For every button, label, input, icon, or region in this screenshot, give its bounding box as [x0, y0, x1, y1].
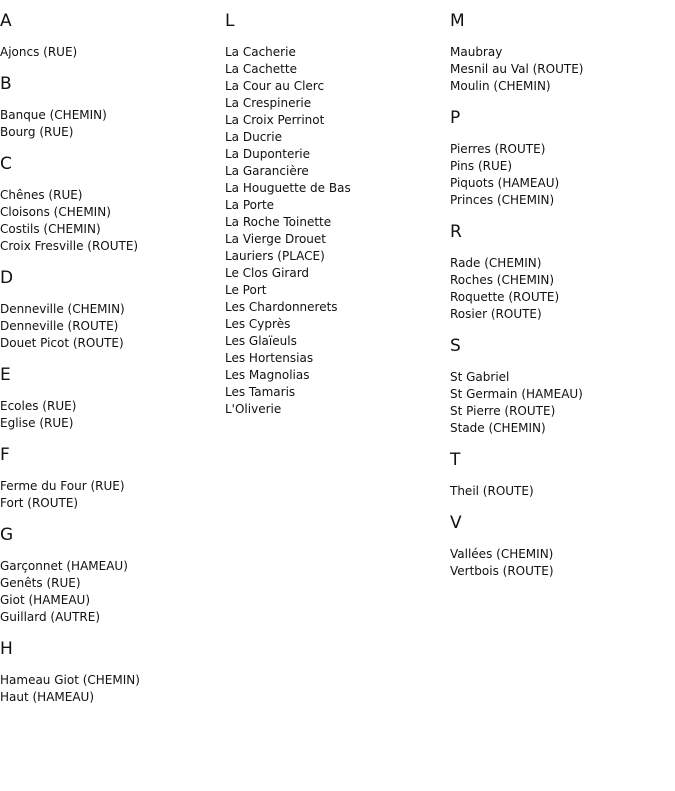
street-link[interactable]: Piquots (HAMEAU) [450, 176, 560, 190]
street-link[interactable]: Moulin (CHEMIN) [450, 79, 551, 93]
letter-heading: E [0, 365, 11, 385]
street-link[interactable]: Roquette (ROUTE) [450, 290, 560, 304]
street-link[interactable]: La Ducrie [225, 130, 282, 144]
street-list [450, 546, 583, 580]
street-link[interactable]: St Gabriel [450, 370, 510, 384]
street-link[interactable]: Denneville (CHEMIN) [0, 302, 125, 316]
street-list [0, 301, 140, 352]
street-link[interactable]: Cloisons (CHEMIN) [0, 205, 111, 219]
letter-heading: D [0, 268, 14, 288]
street-list [225, 44, 351, 418]
letter-section-b [0, 73, 140, 141]
street-link[interactable]: Guillard (AUTRE) [0, 610, 101, 624]
street-link[interactable]: Ecoles (RUE) [0, 399, 77, 413]
street-list [450, 483, 583, 500]
street-link[interactable]: Les Cyprès [225, 317, 291, 331]
letter-heading: G [0, 525, 14, 545]
street-link[interactable]: Eglise (RUE) [0, 416, 74, 430]
street-link[interactable]: Bourg (RUE) [0, 125, 74, 139]
street-link[interactable]: Croix Fresville (ROUTE) [0, 239, 139, 253]
street-list [0, 44, 140, 61]
letter-section-e [0, 364, 140, 432]
letter-section-g [0, 524, 140, 626]
street-link[interactable]: Ajoncs (RUE) [0, 45, 78, 59]
street-link[interactable]: Costils (CHEMIN) [0, 222, 101, 236]
letter-section-p [450, 107, 583, 209]
letter-section-l [225, 10, 351, 418]
street-link[interactable]: Les Chardonnerets [225, 300, 338, 314]
street-link[interactable]: La Cachette [225, 62, 297, 76]
letter-heading: V [450, 513, 462, 533]
letter-section-m [450, 10, 583, 95]
street-link[interactable]: Roches (CHEMIN) [450, 273, 555, 287]
street-list [450, 141, 583, 209]
street-link[interactable]: Hameau Giot (CHEMIN) [0, 673, 140, 687]
street-link[interactable]: Garçonnet (HAMEAU) [0, 559, 128, 573]
street-link[interactable]: Fort (ROUTE) [0, 496, 79, 510]
street-link[interactable]: St Pierre (ROUTE) [450, 404, 556, 418]
street-link[interactable]: Princes (CHEMIN) [450, 193, 555, 207]
letter-section-d [0, 267, 140, 352]
street-link[interactable]: La Croix Perrinot [225, 113, 325, 127]
street-link[interactable]: Stade (CHEMIN) [450, 421, 546, 435]
street-link[interactable]: Les Glaïeuls [225, 334, 297, 348]
letter-heading: P [450, 108, 461, 128]
street-link[interactable]: Pins (RUE) [450, 159, 513, 173]
street-link[interactable]: Ferme du Four (RUE) [0, 479, 125, 493]
letter-heading: T [450, 450, 461, 470]
street-link[interactable]: Le Port [225, 283, 267, 297]
letter-section-v [450, 512, 583, 580]
street-list [0, 398, 140, 432]
street-link[interactable]: L'Oliverie [225, 402, 282, 416]
street-link[interactable]: Les Magnolias [225, 368, 310, 382]
street-link[interactable]: La Houguette de Bas [225, 181, 351, 195]
letter-heading: M [450, 11, 465, 31]
letter-section-h [0, 638, 140, 706]
street-link[interactable]: Genêts (RUE) [0, 576, 81, 590]
letter-section-a [0, 10, 140, 61]
street-index-column-1 [0, 10, 140, 718]
letter-heading: F [0, 445, 10, 465]
street-index-column-3 [450, 10, 583, 592]
street-link[interactable]: Lauriers (PLACE) [225, 249, 325, 263]
letter-heading: B [0, 74, 12, 94]
street-list [0, 478, 140, 512]
street-link[interactable]: Maubray [450, 45, 503, 59]
letter-section-f [0, 444, 140, 512]
street-link[interactable]: La Crespinerie [225, 96, 312, 110]
street-link[interactable]: St Germain (HAMEAU) [450, 387, 583, 401]
street-list [450, 369, 583, 437]
street-list [0, 558, 140, 626]
letter-section-c [0, 153, 140, 255]
street-list [450, 44, 583, 95]
street-link[interactable]: La Porte [225, 198, 275, 212]
street-link[interactable]: Rade (CHEMIN) [450, 256, 542, 270]
letter-heading: R [450, 222, 462, 242]
street-link[interactable]: Theil (ROUTE) [450, 484, 534, 498]
street-link[interactable]: La Roche Toinette [225, 215, 332, 229]
street-link[interactable]: Les Tamaris [225, 385, 296, 399]
letter-section-r [450, 221, 583, 323]
letter-heading: L [225, 11, 235, 31]
street-link[interactable]: Haut (HAMEAU) [0, 690, 95, 704]
street-list [0, 187, 140, 255]
street-link[interactable]: Le Clos Girard [225, 266, 310, 280]
letter-heading: A [0, 11, 12, 31]
street-link[interactable]: Rosier (ROUTE) [450, 307, 542, 321]
street-link[interactable]: Douet Picot (ROUTE) [0, 336, 124, 350]
street-list [0, 107, 140, 141]
street-link[interactable]: Les Hortensias [225, 351, 314, 365]
street-link[interactable]: Chênes (RUE) [0, 188, 83, 202]
street-link[interactable]: Mesnil au Val (ROUTE) [450, 62, 584, 76]
street-link[interactable]: Denneville (ROUTE) [0, 319, 119, 333]
street-link[interactable]: La Duponterie [225, 147, 311, 161]
letter-heading: C [0, 154, 12, 174]
street-link[interactable]: Giot (HAMEAU) [0, 593, 91, 607]
letter-heading: H [0, 639, 13, 659]
street-link[interactable]: Vertbois (ROUTE) [450, 564, 554, 578]
letter-section-t [450, 449, 583, 500]
street-index-column-2 [225, 10, 351, 430]
street-link[interactable]: La Cacherie [225, 45, 296, 59]
letter-section-s [450, 335, 583, 437]
street-list [450, 255, 583, 323]
street-list [0, 672, 140, 706]
street-link[interactable]: La Garancière [225, 164, 309, 178]
street-link[interactable]: Banque (CHEMIN) [0, 108, 107, 122]
street-link[interactable]: La Vierge Drouet [225, 232, 326, 246]
street-link[interactable]: Vallées (CHEMIN) [450, 547, 554, 561]
street-link[interactable]: La Cour au Clerc [225, 79, 325, 93]
street-link[interactable]: Pierres (ROUTE) [450, 142, 546, 156]
letter-heading: S [450, 336, 461, 356]
